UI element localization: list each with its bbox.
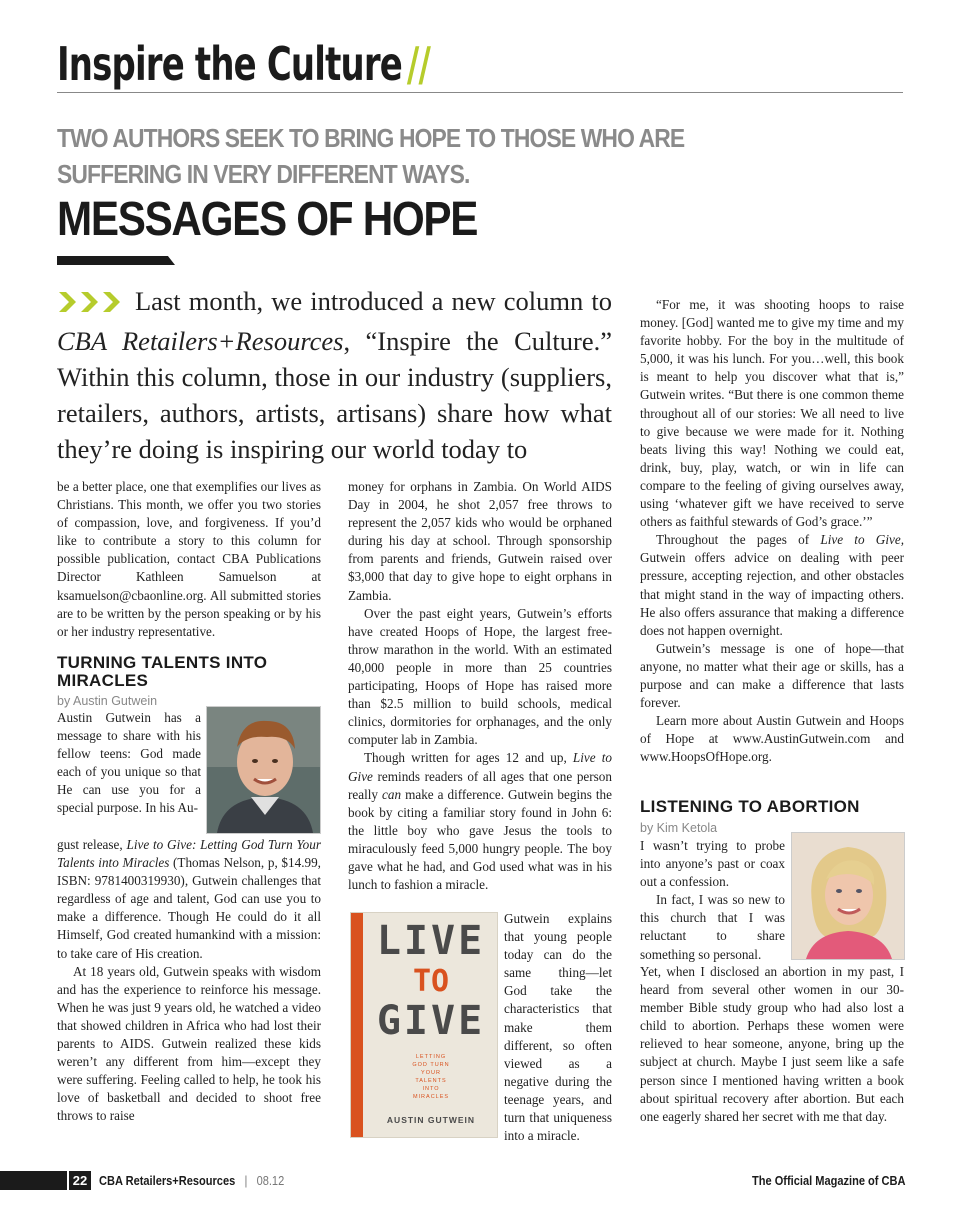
book-tag-3: YOUR [421, 1070, 441, 1076]
book-tag-1: LETTING [415, 1054, 447, 1060]
page-number: 22 [69, 1171, 91, 1190]
author-photo-austin [206, 706, 321, 834]
story2-paragraph-2-wrap: In fact, I was so new to this church that I was reluctant to share something so personal. [640, 892, 785, 962]
book-cover-live-to-give [350, 912, 498, 1138]
story1-paragraph-2: At 18 years old, Gutwein speaks with wisdom and has the experience to reinforce his message. When he was just 9 years old, he watched a video that showed children in Africa who had lost their parents to AIDS. Gutwein realized these kids weren’t any different from him—except they were suffering. Feeling called to help, he took his love of basketball and decided to shoot free throws to raise [57, 963, 321, 1124]
story2-paragraph-2-rest: Yet, when I disclosed an abortion in my past, I heard from several other women in our 30-member Bible study group who had also lost a child to abortion. Perhaps these women were relieved to hear someone, anyone, bring up the subject at church. Maybe I just seem like a safe person since I mentioned having written a book about spiritual recovery after abortion. But each one eagerly shared her secret with me that day. [640, 964, 904, 1124]
c2p3-book-title: Live to Give [348, 750, 612, 784]
headline-bar [57, 256, 175, 265]
story1-paragraph-1-wrap: Austin Gutwein has a message to share with his fellow teens: God made each of you unique so that He can use you for a special purpose. In his Au- [57, 710, 201, 816]
column2-paragraph-2: Over the past eight years, Gutwein’s efforts have created Hoops of Hope, the largest free-throw marathon in the world. With an estimated 40,000 people in more than 25 countries participating, Hoops of Hope has raised more than $2.5 million to build schools, medical clinics, dormitories for orphanages, and the only computer lab in Zambia. [348, 605, 612, 748]
lede-text-a: Last month, we introduced a new column to [135, 286, 612, 316]
book-title-live: LIVE [376, 918, 486, 964]
c3p2-text-a: Throughout the pages of [656, 532, 821, 548]
book-tagline [367, 1053, 495, 1101]
column3-paragraph-3: Gutwein’s message is one of hope—that anyone, no matter what their age or skills, has a purpose and can make a difference that lasts forever. [640, 640, 904, 711]
book-title-to: TO [412, 964, 450, 999]
column-1 [57, 478, 321, 641]
article-lede [57, 283, 612, 467]
book-tag-2: GOD TURN [412, 1062, 450, 1068]
column3-paragraph-2 [640, 531, 904, 640]
footer-magazine [99, 1172, 284, 1190]
story2-wrap-text [640, 837, 785, 964]
story1-p1-text-b: (Thomas Nelson, p, $14.99, ISBN: 9781400319930), Gutwein challenges that regardless of age and talent, God can use you to make a difference. Though He could do it all Himself, God created humankind with a mission: to take care of His creation. [57, 855, 321, 961]
chevron-arrows-icon [57, 287, 127, 323]
story2-paragraph-1: I wasn’t trying to probe into anyone’s past or coax out a confession. [640, 838, 785, 890]
book-tag-5: INTO [422, 1086, 440, 1092]
footer-magazine-name: CBA Retailers+Resources [99, 1173, 236, 1188]
story1-p1-text-a: gust release, [57, 837, 127, 852]
section-title [57, 36, 430, 92]
footer-divider: | [244, 1173, 248, 1188]
book-title-italic: Live to Give: Letting God Turn Your Talents into Miracles [57, 837, 321, 871]
c2p3-text-a: Though written for ages 12 and up, [364, 750, 573, 766]
story1-byline: by Austin Gutwein [57, 694, 158, 708]
book-title-give: GIVE [376, 998, 486, 1044]
c2p3-text-c: make a difference. Gutwein begins the book by citing a familiar story found in John 6: the little boy who gave Jesus the tools to miraculously feed 5,000 hungry people. The boy gave what he had, and God used what was in his lunch to fashion a miracle. [348, 786, 612, 893]
article-kicker: TWO AUTHORS SEEK TO BRING HOPE TO THOSE WHO ARE SUFFERING IN VERY DIFFERENT WAYS. [57, 123, 685, 189]
lede-text-b: , “Inspire the Culture.” Within this column, those in our industry (suppliers, retailers, authors, artists, artisans) share how what they’re doing is inspiring our world today to [57, 326, 612, 464]
footer-bar [0, 1171, 67, 1190]
column3-paragraph-4: Learn more about Austin Gutwein and Hoops of Hope at www.AustinGutwein.com and www.HoopsOfHope.org. [640, 713, 904, 765]
c3p2-text-b: Gutwein offers advice on dealing with peer pressure, accepting rejection, and other obstacles that might stand in the way of impacting others. He also offers assurance that making a difference does not happen overnight. [640, 550, 904, 638]
lede-magazine-name: CBA Retailers+Resources [57, 326, 344, 356]
book-author: AUSTIN GUTWEIN [386, 1115, 476, 1125]
story1-body [57, 836, 321, 1126]
article-headline: MESSAGES OF HOPE [57, 193, 478, 246]
column2-paragraph-1: money for orphans in Zambia. On World AIDS Day in 2004, he shot 2,057 free throws to represent the 2,057 kids who would be orphaned during his day at school. Through sponsorship from parents and friends, Gutwein raised over $3,000 that day to give hope to eight orphans in Zambia. [348, 479, 612, 603]
c2p3-emphasis: can [382, 786, 402, 802]
column2-paragraph-4: Gutwein explains that young people today can do the same thing—let God take the characteristics that make them different, so often viewed as a negative during the teenage years, and turn that uniqueness into a miracle. [504, 911, 612, 1144]
header-rule [57, 92, 903, 93]
c3p2-book-title: Live to Give, [820, 532, 904, 548]
story2-title: LISTENING TO ABORTION [640, 797, 860, 816]
story1-paragraph-1 [57, 836, 321, 963]
section-slashes: // [406, 37, 431, 91]
book-tag-4: TALENTS [415, 1078, 447, 1084]
column-3 [640, 296, 904, 766]
column3-paragraph-1: “For me, it was shooting hoops to raise money. [God] wanted me to give my time and my favorite hobby. For the boy in the multitude of 5,000, it was his lunch. For you…well, this book is meant to help you discover what that is,” Gutwein writes. “But there is one common theme throughout all of our stories: We all need to live to give because we were made for it. Nothing beats living this way! Nothing we could eat, drink, buy, play, watch, or win in life can compare to the feeling of giving ourselves away, using ‘whatever gift we have received to serve others as faithful stewards of God’s grace.’” [640, 297, 904, 530]
c2p3-text-b: reminds readers of all ages that one person really [348, 768, 612, 802]
story2-byline: by Kim Ketola [640, 821, 718, 835]
story1-wrap-text [57, 709, 201, 818]
intro-paragraph: be a better place, one that exemplifies our lives as Christians. This month, we offer you two stories of compassion, love, and forgiveness. If you’d like to contribute a story to this column for possible publication, contact CBA Publications Director Kathleen Samuelson at ksamuelson@cbaonline.org. All submitted stories are to be written by the person speaking or by his or her industry representative. [57, 479, 321, 639]
footer-tagline: The Official Magazine of CBA [752, 1173, 906, 1188]
column2-paragraph-3 [348, 749, 612, 894]
author-photo-kim [791, 832, 905, 960]
story2-body [640, 963, 904, 1126]
book-spine-accent [351, 913, 363, 1137]
column2-wrap-text [504, 910, 612, 1145]
section-title-text: Inspire the Culture [57, 37, 402, 91]
book-tag-6: MIRACLES [412, 1094, 450, 1100]
footer-date: 08.12 [256, 1173, 285, 1188]
story1-title: TURNING TALENTS INTO MIRACLES [57, 653, 268, 690]
column-2 [348, 478, 612, 894]
